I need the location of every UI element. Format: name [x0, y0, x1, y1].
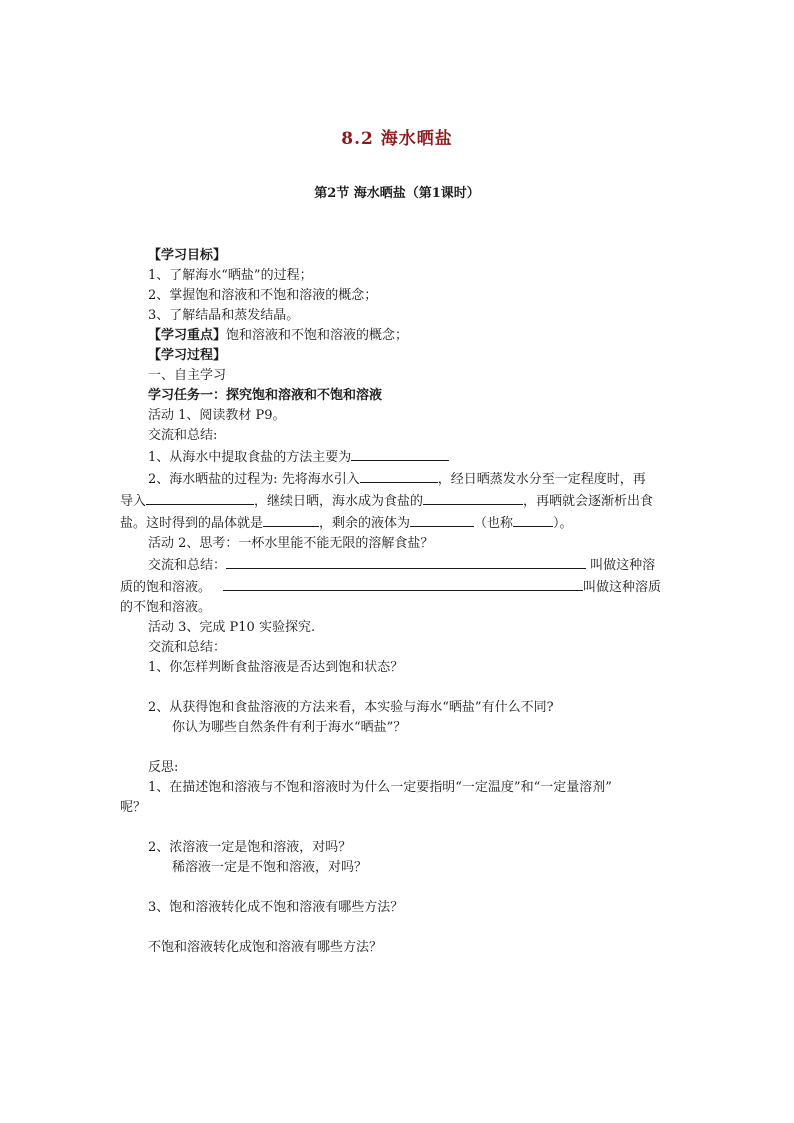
exchange-2-text-d: 叫做这种溶质	[583, 580, 662, 595]
question-2-text-c: 导入	[120, 494, 147, 509]
reflection-4: 不饱和溶液转化成饱和溶液有哪些方法？	[148, 940, 383, 955]
document-body	[120, 246, 680, 958]
exchange-2-text-b: 叫做这种溶	[586, 558, 656, 573]
answer-blank[interactable]	[146, 490, 254, 505]
task-one-heading: 学习任务一：探究饱和溶液和不饱和溶液	[148, 388, 383, 403]
question-1	[120, 446, 680, 468]
learning-process-heading: 【学习过程】	[148, 348, 227, 363]
question-2-line-1	[120, 468, 680, 490]
exchange-3-question-2: 2、从获得饱和食盐溶液的方法来看，本实验与海水“晒盐”有什么不同?	[148, 700, 554, 715]
reflection-2a: 2、浓溶液一定是饱和溶液，对吗？	[148, 840, 352, 855]
goal-item-2: 2、掌握饱和溶液和不饱和溶液的概念；	[148, 288, 378, 303]
exchange-summary-2-line-3: 的不饱和溶液。	[120, 600, 212, 615]
answer-blank[interactable]	[410, 512, 474, 527]
exchange-summary-2-line-1	[120, 554, 680, 576]
reflection-1-line-1: 1、在描述饱和溶液与不饱和溶液时为什么一定要指明“一定温度”和“一定量溶剂”	[148, 780, 612, 795]
exchange-summary-1: 交流和总结:	[148, 428, 218, 443]
answer-blank[interactable]	[263, 512, 319, 527]
learning-key-heading: 【学习重点】	[148, 328, 227, 343]
exchange-2-label: 交流和总结：	[148, 558, 227, 573]
answer-blank[interactable]	[351, 446, 449, 461]
activity-1: 活动 1、阅读教材 P9。	[148, 408, 286, 423]
answer-blank[interactable]	[223, 576, 583, 591]
question-2-text-b: ，经日晒蒸发水分至一定程度时，再	[437, 472, 646, 487]
document-title: 8.2 海水晒盐	[341, 129, 453, 149]
question-2-text-h: （也称	[474, 516, 514, 531]
activity-2: 活动 2、思考：一杯水里能不能无限的溶解食盐？	[148, 536, 434, 551]
question-2-line-3	[120, 512, 680, 534]
question-2-text-f: 盐。这时得到的晶体就是	[120, 516, 264, 531]
exchange-3-question-1: 1、你怎样判断食盐溶液是否达到饱和状态？	[148, 660, 404, 675]
question-2-text-g: ，剩余的液体为	[319, 516, 411, 531]
exchange-3-question-2b: 你认为哪些自然条件有利于海水“晒盐”？	[172, 720, 407, 735]
question-2-text-d: ，继续日晒，海水成为食盐的	[254, 494, 424, 509]
answer-blank[interactable]	[513, 512, 553, 527]
goal-item-1: 1、了解海水“晒盐”的过程；	[148, 268, 313, 283]
goal-item-3: 3、了解结晶和蒸发结晶。	[148, 308, 300, 323]
activity-3: 活动 3、完成 P10 实验探究.	[148, 620, 316, 635]
exchange-2-text-c: 质的饱和溶液。	[120, 580, 212, 595]
reflection-heading: 反思:	[148, 760, 179, 775]
learning-key-text: 饱和溶液和不饱和溶液的概念；	[226, 328, 409, 343]
question-2-text-i: ）。	[553, 516, 573, 531]
learning-key-line	[120, 326, 680, 346]
answer-blank[interactable]	[226, 554, 586, 569]
answer-blank[interactable]	[360, 468, 438, 483]
question-1-text: 1、从海水中提取食盐的方法主要为	[148, 450, 352, 465]
answer-blank[interactable]	[423, 490, 523, 505]
exchange-summary-2-line-2	[120, 576, 680, 598]
reflection-3: 3、饱和溶液转化成不饱和溶液有哪些方法？	[148, 900, 404, 915]
document-subtitle: 第2节 海水晒盐（第1课时）	[314, 186, 480, 201]
question-2-text-e: ，再晒就会逐渐析出食	[523, 494, 654, 509]
question-2-line-2	[120, 490, 680, 512]
reflection-1-line-2: 呢？	[120, 800, 147, 815]
exchange-summary-3: 交流和总结：	[148, 640, 227, 655]
reflection-2b: 稀溶液一定是不饱和溶液，对吗？	[172, 860, 368, 875]
learning-goals-heading: 【学习目标】	[148, 248, 227, 263]
question-2-text-a: 2、海水晒盐的过程为: 先将海水引入	[148, 472, 360, 487]
section-self-study: 一、自主学习	[148, 368, 227, 383]
